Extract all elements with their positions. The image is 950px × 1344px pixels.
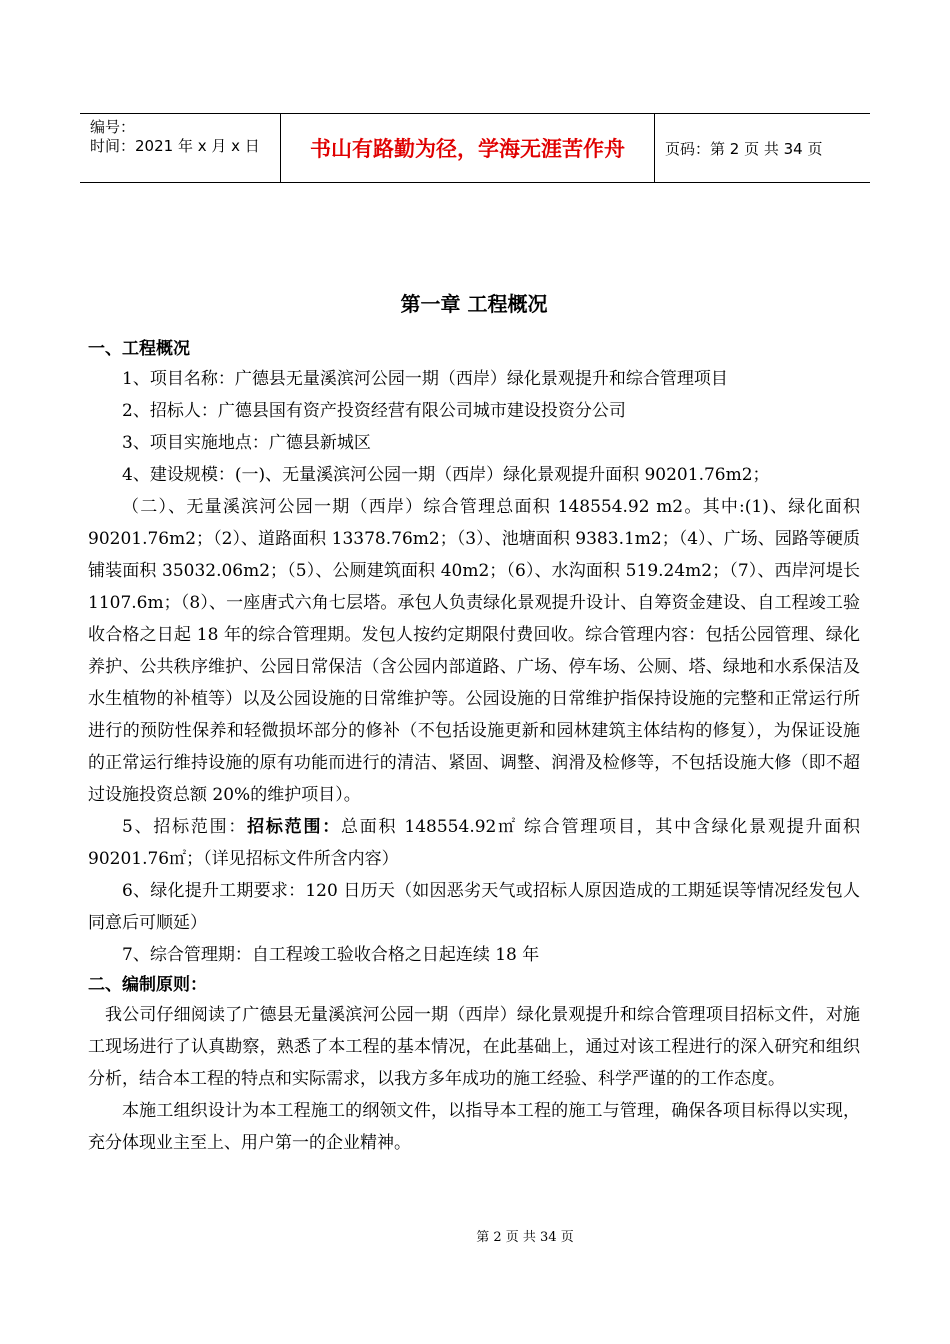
paragraph: 1、项目名称：广德县无量溪滨河公园一期（西岸）绿化景观提升和综合管理项目	[122, 369, 728, 389]
section-title: 二、编制原则：	[88, 975, 207, 995]
scope-bold: 招标范围：	[247, 817, 341, 837]
section-title: 一、工程概况	[88, 339, 190, 359]
chapter-title: 第一章 工程概况	[400, 292, 548, 316]
document-header	[80, 113, 870, 183]
page-footer: 第 2 页 共 34 页	[476, 1230, 574, 1245]
document-body	[88, 288, 860, 1159]
paragraph: 本施工组织设计为本工程施工的纲领文件，以指导本工程的施工与管理，确保各项目标得以实现，充分体现业主至上、用户第一的企业精神。	[88, 1101, 860, 1153]
paragraph-scope	[88, 811, 860, 875]
time-label: 时间：2021 年 x 月 x 日	[90, 137, 260, 155]
header-motto: 书山有路勤为径，学海无涯苦作舟	[280, 114, 655, 182]
paragraph: 2、招标人：广德县国有资产投资经营有限公司城市建设投资分公司	[122, 401, 626, 421]
header-page-info: 页码：第 2 页 共 34 页	[665, 139, 823, 158]
number-label: 编号：	[90, 118, 136, 136]
scope-text: 总面积 148554.92㎡ 综合管理项目，其中含绿化景观提升面积 90201.76㎡；（详见招标文件所含内容）	[88, 817, 860, 869]
header-meta	[80, 114, 280, 182]
scope-prefix: 5、招标范围：	[122, 817, 248, 837]
paragraph: 3、项目实施地点：广德县新城区	[122, 433, 371, 453]
paragraph: 6、绿化提升工期要求：120 日历天（如因恶劣天气或招标人原因造成的工期延误等情况经发包人同意后可顺延）	[88, 881, 860, 933]
paragraph: 4、建设规模：(一)、无量溪滨河公园一期（西岸）绿化景观提升面积 90201.76m2；	[122, 465, 770, 485]
scale-paragraph: （二）、无量溪滨河公园一期（西岸）综合管理总面积 148554.92 m2。其中:(1)、绿化面积 90201.76m2；（2）、道路面积 13378.76m2；（3）、池塘面积 9383.1m2；（4）、广场、园路等硬质铺装面积 35032.06m2；（5）、公厕建筑面积 40m2；（6）、水沟面积 519.24m2；（7）、西岸河堤长 1107.6m；（8）、一座唐式六角七层塔。承包人负责绿化景观提升设计、自筹资金建设、自工程竣工验收合格之日起 18 年的综合管理期。发包人按约定期限付费回收。综合管理内容：包括公园管理、绿化养护、公共秩序维护、公园日常保洁（含公园内部道路、广场、停车场、公厕、塔、绿地和水系保洁及水生植物的补植等）以及公园设施的日常维护等。公园设施的日常维护指保持设施的完整和正常运行所进行的预防性保养和轻微损坏部分的修补（不包括设施更新和园林建筑主体结构的修复），为保证设施的正常运行维持设施的原有功能而进行的清洁、紧固、调整、润滑及检修等，不包括设施大修（即不超过设施投资总额 20%的维护项目）。	[88, 497, 860, 805]
paragraph: 7、综合管理期：自工程竣工验收合格之日起连续 18 年	[122, 945, 540, 965]
paragraph: 我公司仔细阅读了广德县无量溪滨河公园一期（西岸）绿化景观提升和综合管理项目招标文件，对施工现场进行了认真勘察，熟悉了本工程的基本情况，在此基础上，通过对该工程进行的深入研究和组织分析，结合本工程的特点和实际需求，以我方多年成功的施工经验、科学严谨的的工作态度。	[88, 1005, 860, 1089]
